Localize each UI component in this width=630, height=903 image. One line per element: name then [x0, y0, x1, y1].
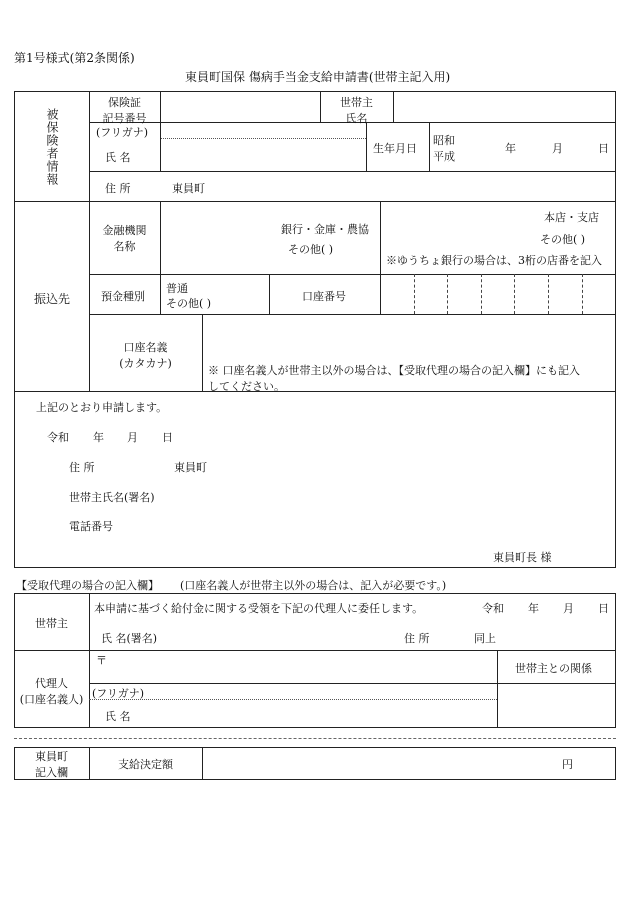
app-day-unit: 日	[162, 431, 173, 444]
relation-label: 世帯主との関係	[515, 662, 592, 675]
yen-unit: 円	[562, 758, 573, 771]
bank-types: 銀行・金庫・農協	[281, 223, 369, 236]
proxy-name-label: 氏 名(署名)	[101, 632, 158, 645]
insured-section-label: 被保険者情報	[45, 108, 59, 186]
account-number-label: 口座番号	[302, 290, 346, 303]
bank-label: 金融機関 名称	[102, 224, 147, 253]
delegation-text: 本申請に基づく給付金に関する受領を下記の代理人に委任します。	[94, 602, 424, 615]
form-title: 東員町国保 傷病手当金支給申請書(世帯主記入用)	[185, 70, 451, 84]
householder-name-field[interactable]	[395, 94, 613, 120]
proxy-householder-label: 世帯主	[35, 617, 68, 630]
insured-name-field[interactable]	[162, 140, 364, 169]
transfer-section-label: 振込先	[34, 292, 71, 306]
phone-label: 電話番号	[69, 520, 113, 533]
signature-label: 世帯主氏名(署名)	[69, 491, 155, 504]
cut-line	[14, 738, 616, 739]
dob-year-unit: 年	[505, 142, 516, 155]
deposit-normal[interactable]: 普通	[166, 282, 188, 295]
addressee: 東員町長 様	[493, 551, 552, 564]
app-month-unit: 月	[127, 431, 138, 444]
deposit-other[interactable]: その他( )	[166, 297, 212, 310]
account-holder-label: 口座名義 (カタカナ)	[119, 341, 172, 370]
householder-name-label: 世帯主 氏名	[340, 96, 373, 125]
furigana-field[interactable]	[162, 124, 364, 137]
proxy-heading-note: (口座名義人が世帯主以外の場合は、記入が必要です。)	[180, 579, 447, 592]
era-showa: 昭和	[433, 134, 455, 147]
furigana-label: (フリガナ)	[96, 126, 149, 139]
office-label: 東員町 記入欄	[35, 750, 68, 779]
proxy-reiwa: 令和	[482, 602, 504, 615]
insured-address-label: 住 所	[105, 182, 131, 195]
agent-furigana-label: (フリガナ)	[92, 687, 145, 700]
app-reiwa: 令和	[47, 431, 69, 444]
application-statement: 上記のとおり申請します。	[36, 401, 168, 414]
insured-address-value: 東員町	[172, 182, 205, 195]
form-number: 第1号様式(第2条関係)	[14, 51, 135, 65]
proxy-month-unit: 月	[563, 602, 574, 615]
dob-label: 生年月日	[373, 142, 417, 155]
insured-name-label: 氏 名	[105, 151, 131, 164]
proxy-address-value: 同上	[474, 632, 496, 645]
amount-label: 支給決定額	[118, 758, 173, 771]
proxy-day-unit: 日	[598, 602, 609, 615]
app-year-unit: 年	[93, 431, 104, 444]
app-address-label: 住 所	[69, 461, 95, 474]
proxy-year-unit: 年	[528, 602, 539, 615]
branch-other: その他( )	[540, 233, 586, 246]
branch-types: 本店・支店	[544, 211, 599, 224]
proxy-heading: 【受取代理の場合の記入欄】	[16, 579, 159, 592]
era-heisei: 平成	[433, 150, 455, 163]
dob-day-unit: 日	[598, 142, 609, 155]
proxy-address-label: 住 所	[404, 632, 430, 645]
deposit-type-label: 預金種別	[101, 290, 145, 303]
bank-other: その他( )	[288, 243, 334, 256]
cert-label: 保険証 記号番号	[102, 96, 147, 125]
dob-month-unit: 月	[552, 142, 563, 155]
yucho-note: ※ゆうちょ銀行の場合は、3桁の店番を記入	[386, 254, 602, 267]
agent-label: 代理人 (口座名義人)	[19, 677, 84, 706]
postal-mark: 〒	[96, 654, 107, 667]
cert-number-field[interactable]	[162, 94, 318, 120]
agent-name-label: 氏 名	[105, 710, 131, 723]
account-holder-note: ※ 口座名義人が世帯主以外の場合は、【受取代理の場合の記入欄】にも記入 してください。	[208, 364, 580, 393]
app-address-value: 東員町	[174, 461, 207, 474]
